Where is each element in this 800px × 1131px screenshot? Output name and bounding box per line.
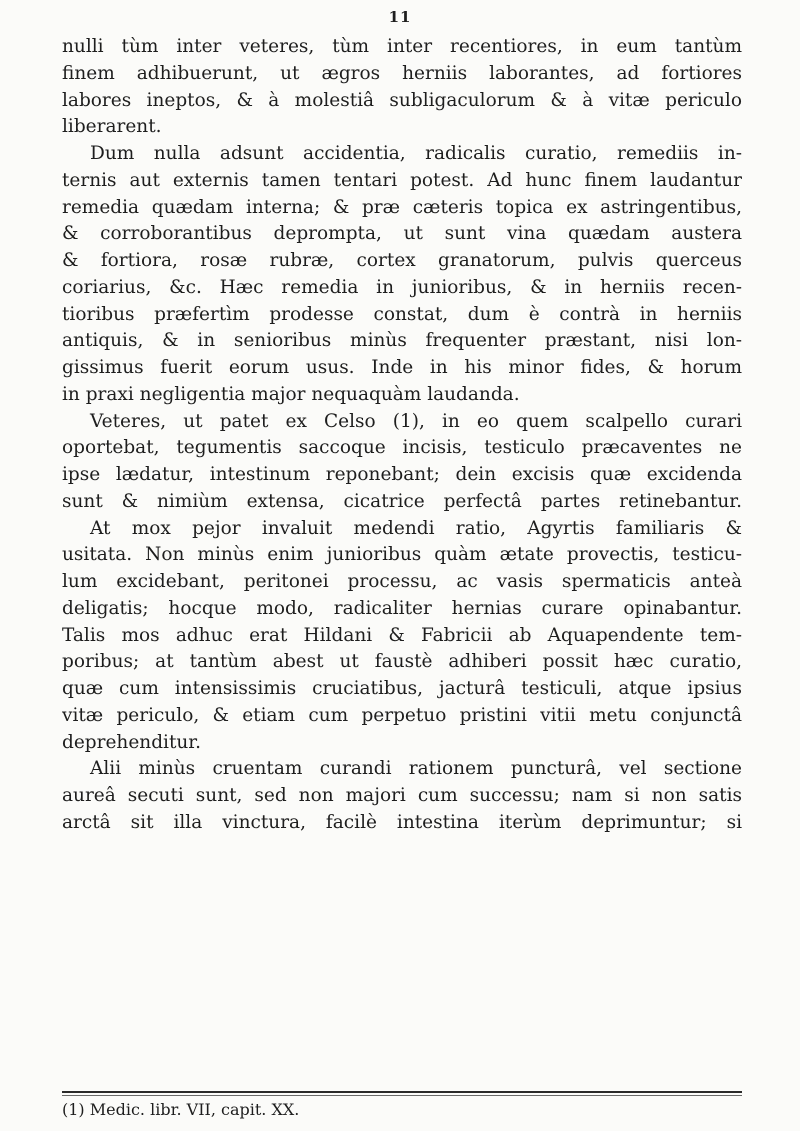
text-line: gissimus fuerit eorum usus. Inde in his minor fides, & horum: [62, 357, 742, 378]
text-line: quæ cum intensissimis cruciatibus, jacturâ testiculi, atque ipsius: [62, 678, 742, 699]
text-line: Talis mos adhuc erat Hildani & Fabricii ab Aquapendente tem-: [62, 624, 742, 646]
text-line: deligatis; hocque modo, radicaliter hernias curare opinabantur.: [62, 597, 742, 619]
text-line: Veteres, ut patet ex Celso (1), in eo quem scalpello curari: [90, 410, 742, 432]
footnote-divider-thin: [62, 1095, 742, 1096]
text-line: & fortiora, rosæ rubræ, cortex granatorum, pulvis querceus: [62, 250, 742, 271]
text-line: ipse lædatur, intestinum reponebant; dein excisis quæ excidenda: [62, 464, 742, 485]
text-line: coriarius, &c. Hæc remedia in junioribus, & in herniis recen-: [62, 276, 742, 298]
body-text: [62, 34, 742, 837]
text-line: arctâ sit illa vinctura, facilè intestina iterùm deprimuntur; si: [62, 811, 742, 833]
text-line: oportebat, tegumentis saccoque incisis, testiculo præcaventes ne: [62, 437, 742, 459]
text-line: remedia quædam interna; & præ cæteris topica ex astringentibus,: [62, 196, 742, 218]
text-line: nulli tùm inter veteres, tùm inter recentiores, in eum tantùm: [62, 36, 742, 57]
text-line: finem adhibuerunt, ut ægros herniis laborantes, ad fortiores: [62, 62, 742, 84]
text-line: & corroborantibus deprompta, ut sunt vina quædam austera: [62, 223, 742, 245]
text-line: lum excidebant, peritonei processu, ac vasis spermaticis anteà: [62, 571, 742, 592]
text-line: liberarent.: [62, 116, 162, 138]
text-line: vitæ periculo, & etiam cum perpetuo pristini vitii metu conjunctâ: [62, 704, 742, 726]
text-line: antiquis, & in senioribus minùs frequenter præstant, nisi lon-: [62, 330, 742, 352]
text-line: poribus; at tantùm abest ut faustè adhiberi possit hæc curatio,: [62, 651, 742, 673]
text-line: aureâ secuti sunt, sed non majori cum successu; nam si non satis: [62, 785, 742, 806]
footnote-divider: [62, 1091, 742, 1093]
text-line: deprehenditur.: [62, 731, 202, 753]
text-line: usitata. Non minùs enim junioribus quàm ætate provectis, testicu-: [62, 544, 742, 566]
text-line: ternis aut externis tamen tentari potest. Ad hunc finem laudantur: [62, 169, 742, 191]
text-line: Alii minùs cruentam curandi rationem puncturâ, vel sectione: [90, 758, 742, 780]
text-line: Dum nulla adsunt accidentia, radicalis curatio, remediis in-: [90, 143, 742, 164]
text-line: At mox pejor invaluit medendi ratio, Agyrtis familiaris &: [90, 517, 742, 539]
text-line: in praxi negligentia major nequaquàm laudanda.: [62, 383, 520, 405]
footnote: (1) Medic. libr. VII, capit. XX.: [62, 1100, 300, 1119]
page-number: 11: [388, 8, 412, 26]
text-line: tioribus præfertìm prodesse constat, dum è contrà in herniis: [62, 303, 742, 325]
text-line: labores ineptos, & à molestiâ subligaculorum & à vitæ periculo: [62, 89, 742, 111]
text-line: sunt & nimiùm extensa, cicatrice perfectâ partes retinebantur.: [62, 490, 742, 512]
